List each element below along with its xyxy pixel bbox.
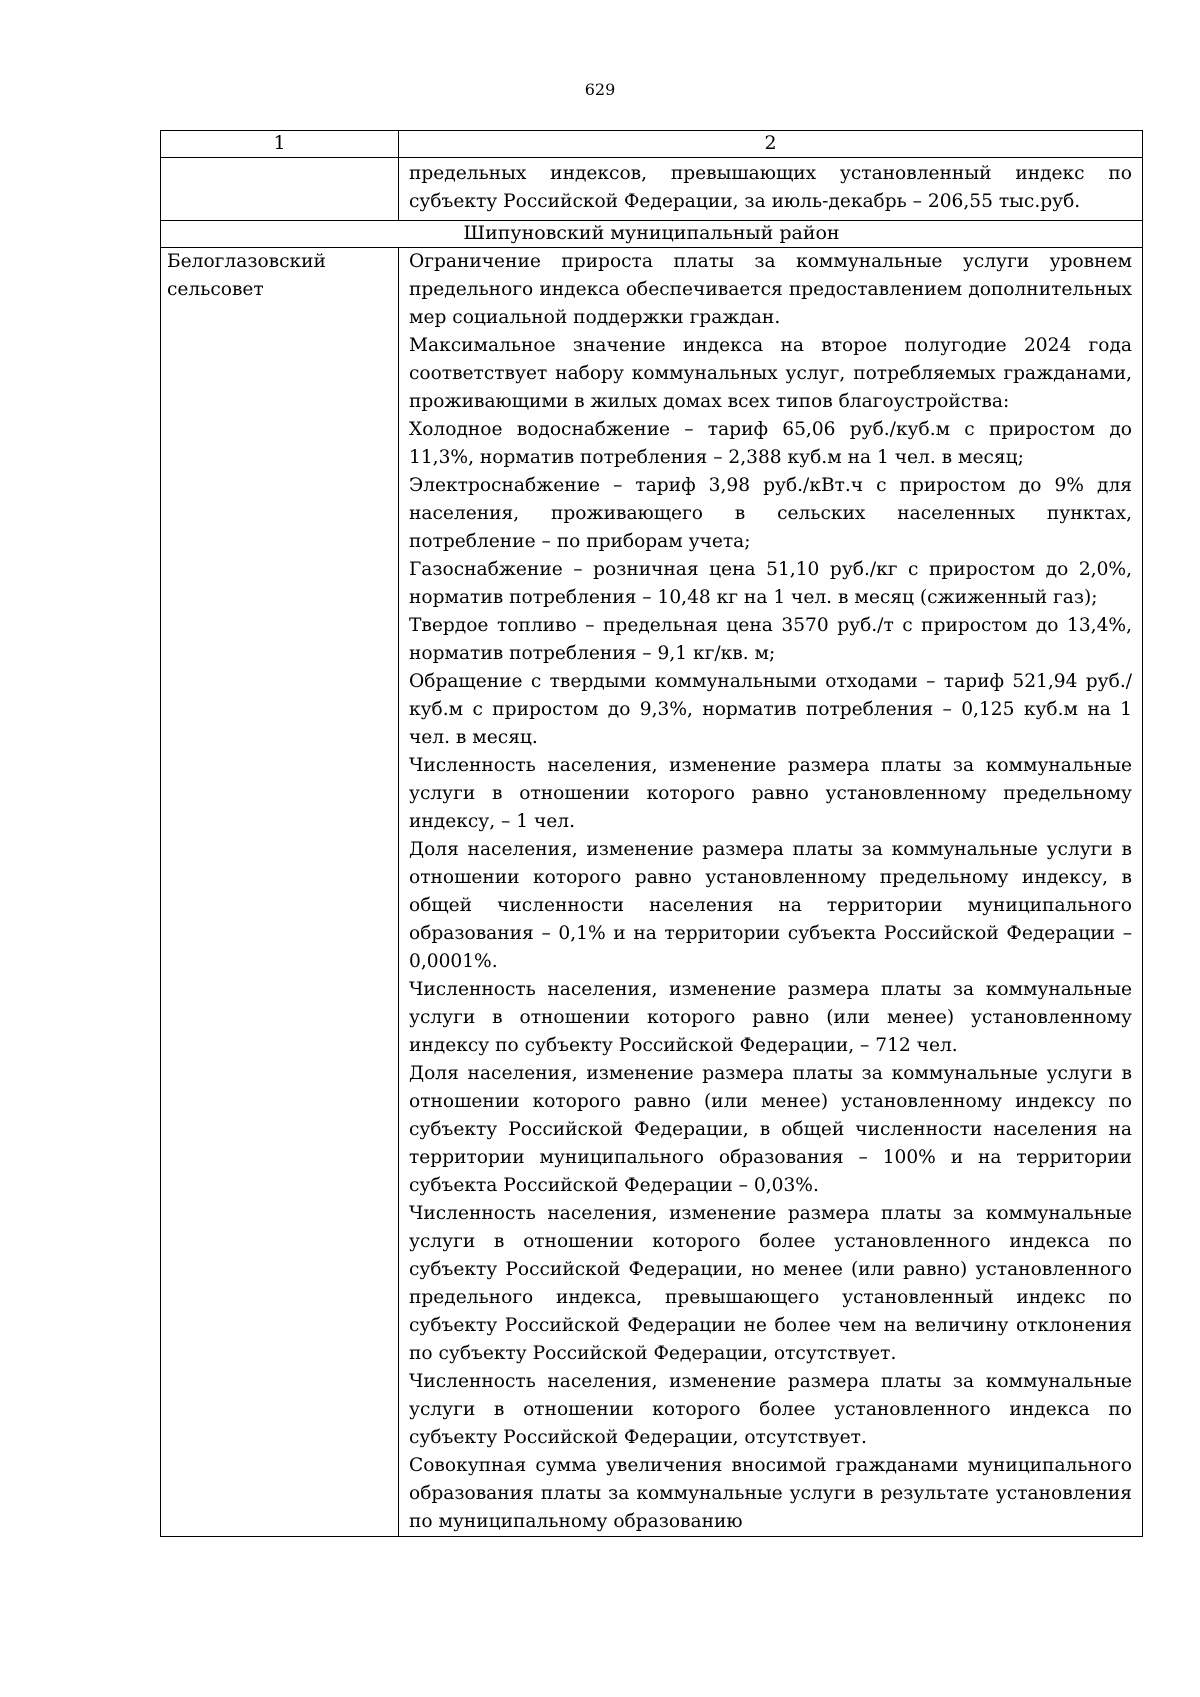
paragraph: Твердое топливо – предельная цена 3570 руб./т с приростом до 13,4%, норматив потребления – 9,1 кг/кв. м;: [409, 615, 1132, 664]
continuation-text: предельных индексов, превышающих установленный индекс по субъекту Российской Федерации, за июль-декабрь – 206,55 тыс.руб.: [409, 163, 1132, 212]
paragraph: Максимальное значение индекса на второе полугодие 2024 года соответствует набору коммунальных услуг, потребляемых гражданами, проживающими в жилых домах всех типов благоустройства:: [409, 335, 1132, 412]
paragraph: Численность населения, изменение размера платы за коммунальные услуги в отношении которого более установленного индекса по субъекту Российской Федерации, отсутствует.: [409, 1371, 1132, 1448]
table-header-row: [161, 131, 1143, 158]
index-table: [160, 130, 1143, 1537]
table-row: [161, 248, 1143, 1537]
paragraph: Численность населения, изменение размера платы за коммунальные услуги в отношении которого равно (или менее) установленному индексу по субъекту Российской Федерации, – 712 чел.: [409, 979, 1132, 1056]
paragraph: Электроснабжение – тариф 3,98 руб./кВт.ч с приростом до 9% для населения, проживающего в сельских населенных пунктах, потребление – по приборам учета;: [409, 475, 1132, 552]
paragraph: Доля населения, изменение размера платы за коммунальные услуги в отношении которого равно установленному предельному индексу, в общей численности населения на территории муниципального образования – 0,1% и на территории субъекта Российской Федерации – 0,0001%.: [409, 839, 1132, 972]
region-heading: Шипуновский муниципальный район: [161, 221, 1143, 248]
locality-cell: [161, 248, 399, 1537]
column-1-header: 1: [161, 131, 399, 158]
table-row: [161, 158, 1143, 221]
paragraph: Численность населения, изменение размера платы за коммунальные услуги в отношении которого равно установленному предельному индексу, – 1 чел.: [409, 755, 1132, 832]
paragraph: Обращение с твердыми коммунальными отходами – тариф 521,94 руб./куб.м с приростом до 9,3%, норматив потребления – 0,125 куб.м на 1 чел. в месяц.: [409, 671, 1132, 748]
paragraph: Газоснабжение – розничная цена 51,10 руб./кг с приростом до 2,0%, норматив потребления – 10,48 кг на 1 чел. в месяц (сжиженный газ);: [409, 559, 1132, 608]
column-2-header: 2: [399, 131, 1143, 158]
paragraph: Совокупная сумма увеличения вносимой гражданами муниципального образования платы за коммунальные услуги в результате установления по муниципальному образованию: [409, 1455, 1132, 1532]
region-row: [161, 221, 1143, 248]
paragraph: Ограничение прироста платы за коммунальные услуги уровнем предельного индекса обеспечивается предоставлением дополнительных мер социальной поддержки граждан.: [409, 251, 1132, 328]
page-number: 629: [584, 80, 616, 99]
paragraph: Численность населения, изменение размера платы за коммунальные услуги в отношении которого более установленного индекса по субъекту Российской Федерации, но менее (или равно) установленного предельного индекса, превышающего установленный индекс по субъекту Российской Федерации не более чем на величину отклонения по субъекту Российской Федерации, отсутствует.: [409, 1203, 1132, 1364]
description-text: [399, 248, 1142, 1536]
continuation-cell: [399, 158, 1143, 221]
paragraph: Доля населения, изменение размера платы за коммунальные услуги в отношении которого равно (или менее) установленному индексу по субъекту Российской Федерации, в общей численности населения на территории муниципального образования – 100% и на территории субъекта Российской Федерации – 0,03%.: [409, 1063, 1132, 1196]
locality-name: Белоглазовский сельсовет: [167, 251, 326, 300]
paragraph: Холодное водоснабжение – тариф 65,06 руб./куб.м с приростом до 11,3%, норматив потребления – 2,388 куб.м на 1 чел. в месяц;: [409, 419, 1132, 468]
description-cell: [399, 248, 1143, 1537]
empty-cell: [161, 158, 399, 221]
